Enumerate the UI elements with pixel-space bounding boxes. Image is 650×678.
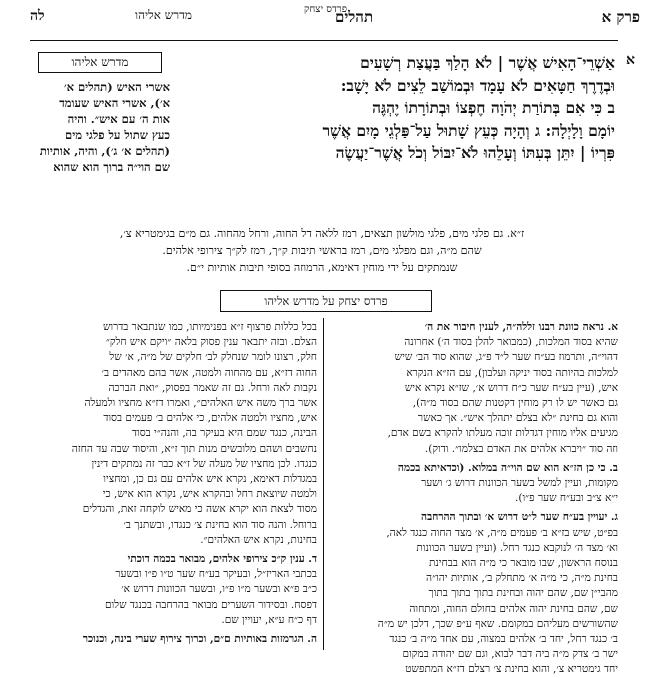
side-box-title: מדרש אליהו <box>38 52 162 73</box>
column-line: בחינת מ״ה, כי מ״ה א׳ מתחלק ב׳, אותיות יהו״ה <box>426 572 618 585</box>
column-line: הבינה, כנגד שמם היא בעיקר בה, והנה״י בסוד <box>131 427 317 440</box>
page-number: לה <box>30 8 45 24</box>
side-box-line: כעץ שתול על פלגי מים <box>65 128 170 142</box>
commentary-block <box>32 225 612 276</box>
column-line: ג. יעויין בע״ח שער ל״ט דרוש א׳ ובתוך ההרחבה <box>421 511 618 524</box>
verse-line: אַשְׁרֵי־הָאִישׁ אֲשֶׁר | לֹא הָלַךְ בַּעֲצַת רְשָׁעִים <box>360 53 615 72</box>
column-line: ה. הגרמזות באותיות ם״ם, וכרוך צירוף שערי בינה, וכנוכר <box>82 633 317 646</box>
verse-number: א <box>626 52 635 68</box>
column-line: מקומות, ועיין למשל בשער הכוונות דרוש ג׳ ושער <box>421 477 618 490</box>
chapter-label: פרק א <box>601 8 640 26</box>
column-line: ברוחל. והנה סוד הוא בחינת צ׳ כנגדו, ובשתנך ב׳ <box>123 518 317 531</box>
column-line: בכל כללות פרצוף ז״א בפנימיותו, כמו שנתבאר בדרוש <box>102 321 317 333</box>
column-line: איש, (עיין בע״ח שער כ״ח דרוש א׳, שז״א נקרא איש <box>404 381 618 394</box>
right-column <box>333 320 618 678</box>
column-line: דף כ״ח ע״א, יעויין שם. <box>221 613 317 626</box>
side-box-line: (תהלים א׳ ג׳), והיה, אותיות <box>39 144 170 158</box>
column-line: איש, מחציו ולמטה אלהים, כי אלהים ב׳ פעמים בסוד <box>103 412 317 425</box>
column-line: שהשורשים מעליהם במקומם. שאף ע״פ שכך, דלכן יש מ״ה <box>377 617 618 630</box>
column-line: נקבות לאה ורחל. גם זה שאמר בפסוק, ״ואת הברכה <box>108 381 317 394</box>
side-box-line: א׳), אשרי האיש שעומד <box>59 96 170 110</box>
column-rule <box>323 318 324 650</box>
commentary-line: ז״א. גם פלגי מים, פלגי מולשון תצאים, רמז ללאה דל החוה, ורחל מהחוה. גם מ״ם בגימטריא צ׳, <box>119 227 525 240</box>
column-line: שהיא בסוד המלכות, (כמבואר להלן בסוד ה׳) אחרונה <box>404 336 618 349</box>
running-head-midrash: מדרש אליהו <box>135 8 193 22</box>
column-line: כנגדו. לכן מחציו של מעלה של ז״א כבר זה נמתקים דינין <box>91 457 317 470</box>
side-box-line: אות ה׳ עם איש״. והיה <box>67 112 170 126</box>
column-line: מהבי״ן שם, שהם יהוה ובחינת בתוך בתוך בתוך <box>428 587 618 600</box>
column-line: מגיעים אליו מוחין דגדלות זוכה מעלתו להקרא בשם אדם, <box>387 427 618 440</box>
column-line: ישר ב׳ צדק מ״ה ביה דבר לבוא, וגם שם יהודה במקום <box>402 648 618 661</box>
column-line: אשר ברך משה איש האלהים״, ואמרו דז״א מחציו ולמעלה <box>84 397 317 410</box>
verse-block <box>175 52 635 165</box>
section-title: פרדס יצחק על מדרש אליהו <box>220 290 432 312</box>
column-line: והוא גם בחינת ״לא בצלם יתהלך איש״. אך כאשר <box>417 412 618 425</box>
column-line: במגדלות דאימא, נקרא איש אלהים עם גם כן, ומחציו <box>103 473 317 486</box>
column-line: גם כאשר יש לו רק מוחין דקטנות שהם בסוד מ״ה), <box>412 397 618 410</box>
commentary-line: שהם מ״ה, וגם מפלגי מים, רמז בראשי תיבות ק״ך, רמז לק״ך צירופי אלהים. <box>162 244 482 257</box>
column-line: ב׳ כנגד רחל, יחד ב׳ אלהים במצוה, עם אחד מ״ה ב׳ כנגד <box>389 633 618 646</box>
verse-line: פִּרְיוֹ | יִתֵּן בְּעִתּוֹ וְעָלֵהוּ לֹא־יִבּוֹל וְכֹל אֲשֶׁר־יַעֲשֶׂה <box>335 143 615 162</box>
column-line: יחד גימטריא צ׳, והוא בחינת צ׳ רצלם דז״א המתפשט <box>405 663 618 676</box>
column-line: דפסח. ובסידור השערים מבואר בהרחבה בכנגד שלום <box>104 598 317 611</box>
midrash-eliyahu-box <box>30 52 170 175</box>
column-line: שם, שהם בחינת יהוה אלהים בחולם החוה, ומתחוה <box>409 602 618 615</box>
column-line: ולמטה שיוצאת רחל ובהקרא איש, נקרא הוא איש, כי <box>102 488 317 501</box>
column-line: הצלם. ובזה יתבאר ענין פסוק בלאה ״ויקם איש חלק״ <box>105 336 317 349</box>
commentary-line: שנמתקים על ידי מוחין דאימא, הרמוזה בסופי תיבות אותיות י״ם. <box>186 261 458 274</box>
left-column <box>32 320 317 647</box>
column-line: בפ״ט, שיש בז״א ב׳ פעמים מ״ה, א׳ מצד החוה כנגד לאה, <box>386 526 618 539</box>
column-line: נחשבים ושהם מלובשים מנות תוך ז״א, והיסוד שבה עד החזה <box>71 442 317 455</box>
book-title: תהלים <box>335 8 374 26</box>
verse-line: וּבְדֶרֶךְ חַטָּאִים לֹא עָמָד וּבְמוֹשַׁב לֵצִים לֹא יָשָׁב: <box>340 75 615 95</box>
column-line: ב. כי כן הז״א הוא שם הוי״ה במלוא. (וכדאיתא בכמה <box>397 461 618 474</box>
column-line: וזה סוד ״ויברא אלהים את האדם בצלמו״. ודוק). <box>424 442 618 455</box>
verse-line: ב כִּי אִם בְּתוֹרַת יְהֹוָה חֶפְצוֹ וּבְתוֹרָתוֹ יֶהְגֶּה <box>372 98 615 117</box>
column-line: בנוסח הראשון, שבו מובאר כי מ״ה הוא בבחינת <box>428 557 618 570</box>
column-line: החוה דז״א, עם מהחוה ולמטה, אשר בהם מאהדים ב׳ <box>101 366 317 379</box>
column-line: ד. ענין ק״כ צירופי אלהים, מבואר בכמה דוכתי <box>127 553 317 566</box>
column-line: בכתבי האריז״ל, ובעיקר בע״ח שער ט״ו פ״ו ובשער <box>115 568 317 581</box>
running-head-top-center: פרדס יצחק <box>304 4 347 15</box>
column-line: בחינות, נקרא איש האלהים״. <box>200 533 317 546</box>
column-line: י״א צ״ב ובע״ח שער פ״ו). <box>515 492 618 505</box>
column-line: חלק, רצונו לומר שנחלק לב׳ חלקים של מ״ה, א׳ של <box>109 351 317 364</box>
column-line: דהוי״ה, ותרמוז בע״ח שער ל״ד פ״ג, שהוא סוד הב׳ שיש <box>394 351 618 364</box>
verse-line: יוֹמָם וָלָיְלָה: ג וְהָיָה כְּעֵץ שָׁתוּל עַל־פַּלְגֵי מָיִם אֲשֶׁר <box>322 120 615 140</box>
column-line: א. נראה כוונת רבנו זללה״ה, לענין חיבור את ה׳ <box>424 321 618 333</box>
column-line: כ״ב פ״א ובשער מ״ו פ״ו, ובשער הכוונות דרוש א׳ <box>121 583 317 596</box>
running-head <box>14 4 620 36</box>
side-box-line: שם הוי״ה ברוך הוא שהוא <box>53 160 170 174</box>
side-box-line: אשרי האיש (תהלים א׳ <box>63 80 170 94</box>
column-line: מסוד לצאת הוא יקרא אשה כי מאיש לוקחה זאת, והגדלים <box>82 503 317 516</box>
column-line: וא׳ מצד ה׳ לנוקבא כנגד רחל. (ועיין בשער הכוונות <box>416 541 618 554</box>
column-line: למלכות בהיותה בסוד יניקה ועלבון), עם הז״א הנקרא <box>406 366 618 379</box>
header-rule <box>30 40 618 41</box>
